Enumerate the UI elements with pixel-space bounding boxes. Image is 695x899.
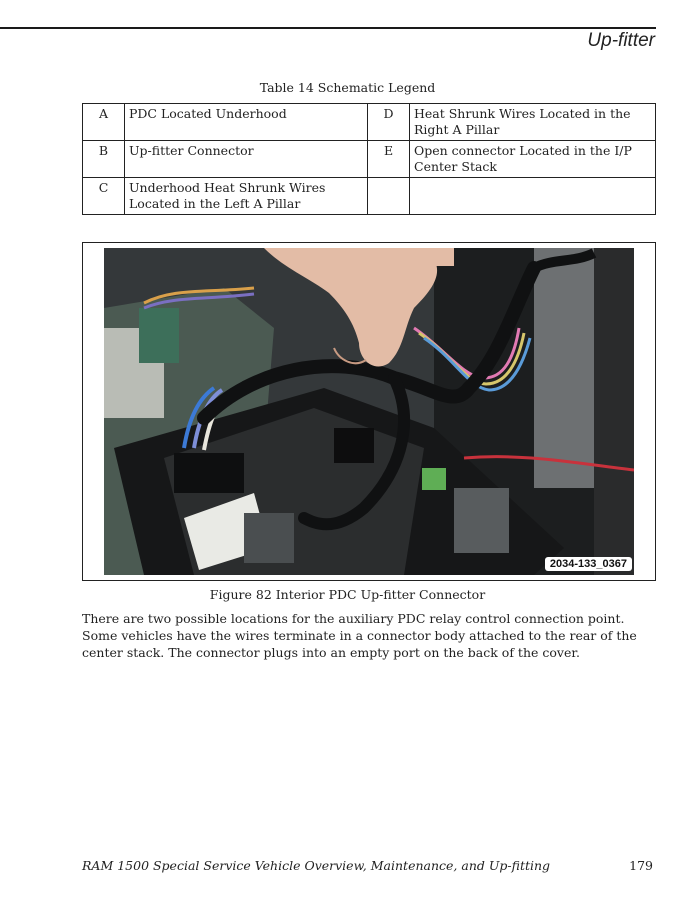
photo-illustration xyxy=(104,248,634,575)
legend-description: PDC Located Underhood xyxy=(125,104,368,141)
legend-description: Underhood Heat Shrunk Wires Located in the Left A Pillar xyxy=(125,178,368,215)
figure-caption: Figure 82 Interior PDC Up-fitter Connector xyxy=(209,587,486,602)
legend-key: E xyxy=(368,141,410,178)
legend-description xyxy=(410,178,656,215)
legend-key: C xyxy=(83,178,125,215)
footer-title: RAM 1500 Special Service Vehicle Overview, Maintenance, and Up-fitting xyxy=(82,858,551,873)
legend-key: B xyxy=(83,141,125,178)
legend-description: Up-fitter Connector xyxy=(125,141,368,178)
legend-key: A xyxy=(83,104,125,141)
table-row xyxy=(83,104,656,141)
legend-description: Open connector Located in the I/P Center Stack xyxy=(410,141,656,178)
schematic-legend-table xyxy=(82,103,656,215)
legend-key: D xyxy=(368,104,410,141)
figure-frame xyxy=(82,242,656,581)
table-caption: Table 14 Schematic Legend xyxy=(259,80,436,95)
figure-label: 2034-133_0367 xyxy=(545,557,632,571)
page-number: 179 xyxy=(629,858,653,873)
header-rule xyxy=(0,27,656,29)
table-row xyxy=(83,178,656,215)
legend-description: Heat Shrunk Wires Located in the Right A Pillar xyxy=(410,104,656,141)
section-title: Up-fitter xyxy=(587,30,655,51)
table-row xyxy=(83,141,656,178)
legend-key xyxy=(368,178,410,215)
body-paragraph: There are two possible locations for the auxiliary PDC relay control connection point. Some vehicles have the wires terminate in a connector body attached to the rear of the center stack. The connector plugs into an empty port on the back of the cover. xyxy=(82,611,637,660)
connector-photo xyxy=(104,248,634,575)
